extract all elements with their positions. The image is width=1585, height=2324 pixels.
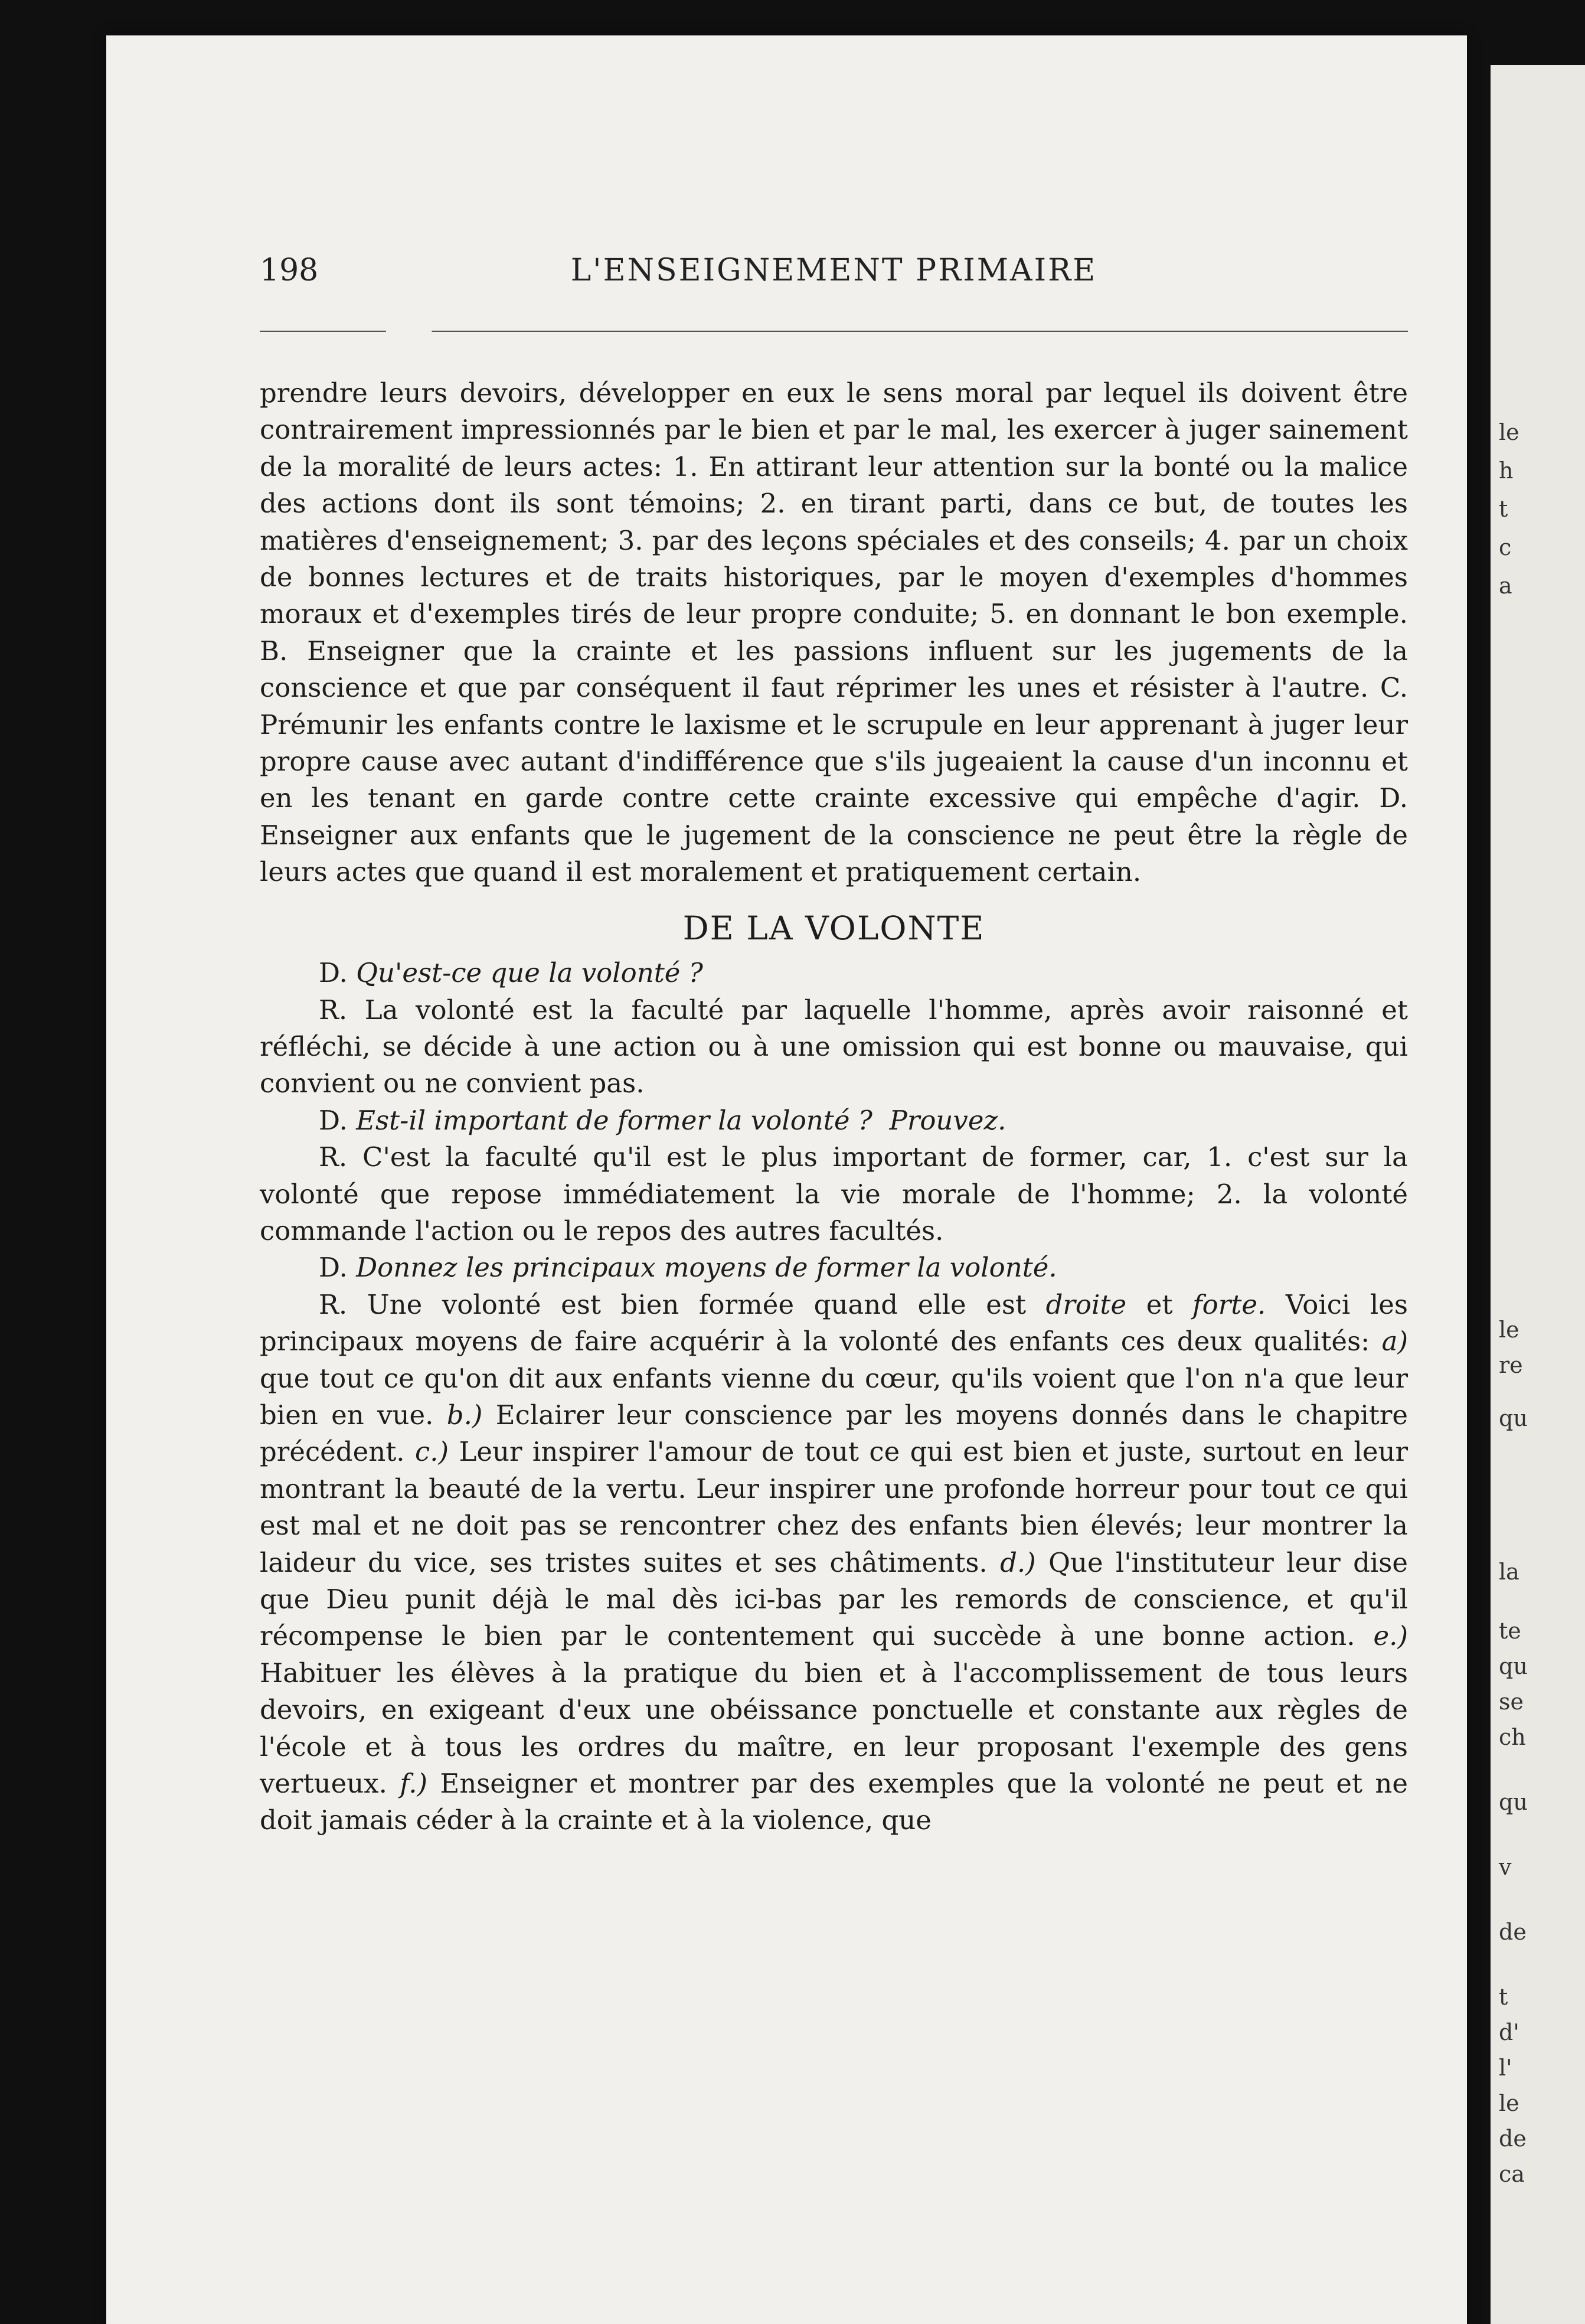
list-marker: c.) <box>415 1436 449 1468</box>
answer-text: Voici les principaux moyens de faire acquérir à la volonté des enfants ces deux qualités: <box>260 1288 1408 1357</box>
adjacent-page-fragment: h <box>1499 458 1514 484</box>
adjacent-page-fragment: a <box>1499 573 1512 599</box>
adjacent-page-fragment: qu <box>1499 1789 1528 1815</box>
page-body <box>260 375 1408 1839</box>
answer-3 <box>260 1287 1408 1839</box>
adjacent-page-fragment: de <box>1499 2126 1527 2152</box>
adjacent-page-fragment: t <box>1499 1984 1508 2010</box>
list-marker: f.) <box>400 1768 428 1800</box>
list-item-text: Que l'instituteur leur dise que Dieu punit déjà le mal dès ici-bas par les remords de conscience, et qu'il récompense le bien par le contentement qui succède à une bonne action. <box>260 1546 1408 1652</box>
adjacent-page-fragment: se <box>1499 1689 1524 1715</box>
adjacent-page-fragment: l' <box>1499 2055 1512 2081</box>
question-1 <box>260 955 1408 991</box>
adjacent-page-fragment: v <box>1499 1854 1512 1880</box>
question-2 <box>260 1102 1408 1139</box>
adjacent-page-fragment: le <box>1499 1317 1519 1343</box>
list-item-text: que tout ce qu'on dit aux enfants vienne du cœur, qu'ils voient que l'on n'a que leur bien en vue. <box>260 1362 1408 1431</box>
list-marker: e.) <box>1373 1620 1408 1652</box>
page-header <box>260 253 1408 300</box>
answer-emphasis: forte. <box>1192 1288 1266 1320</box>
list-marker: d.) <box>1000 1546 1036 1578</box>
answer-text: La volonté est la faculté par laquelle l'homme, après avoir raisonné et réfléchi, se décide à une action ou à une omission qui est bonne ou mauvaise, qui convient ou ne convient pas. <box>260 994 1408 1099</box>
answer-prefix: R. <box>319 1141 348 1173</box>
answer-text: et <box>1146 1288 1173 1320</box>
page-number: 198 <box>260 253 319 288</box>
adjacent-page-fragment: le <box>1499 419 1519 445</box>
list-item-text: Eclairer leur conscience par les moyens donnés dans le chapitre précédent. <box>260 1399 1408 1468</box>
adjacent-page-fragment: c <box>1499 534 1512 560</box>
adjacent-page-fragment: la <box>1499 1559 1519 1585</box>
adjacent-page-fragment: ch <box>1499 1724 1526 1750</box>
answer-2 <box>260 1139 1408 1249</box>
answer-emphasis: droite <box>1045 1288 1127 1320</box>
list-item-text: Leur inspirer l'amour de tout ce qui est bien et juste, surtout en leur montrant la beauté de la vertu. Leur inspirer une profonde horreur pour tout ce qui est mal et ne doit pas se rencontrer chez des enfants bien élevés; leur montrer la laideur du vice, ses tristes suites et ses châtiments. <box>260 1436 1408 1578</box>
question-3 <box>260 1249 1408 1286</box>
question-suffix: Prouvez. <box>889 1104 1006 1136</box>
adjacent-page-fragment: ca <box>1499 2161 1525 2187</box>
list-marker: a) <box>1381 1326 1408 1357</box>
list-marker: b.) <box>446 1399 483 1431</box>
adjacent-page-fragment: d' <box>1499 2019 1519 2045</box>
adjacent-page-fragment: qu <box>1499 1653 1528 1679</box>
list-item-text: Habituer les élèves à la pratique du bien et à l'accomplissement de tous leurs devoirs, en exigeant d'eux une obéissance ponctuelle et constante aux règles de l'école et à tous les ordres du maître, en leur proposant l'exemple des gens vertueux. <box>260 1657 1408 1800</box>
question-prefix: D. <box>319 957 348 989</box>
adjacent-page-edge <box>1491 65 1585 2324</box>
question-prefix: D. <box>319 1252 348 1284</box>
adjacent-page-fragment: t <box>1499 496 1508 522</box>
adjacent-page-fragment: le <box>1499 2090 1519 2116</box>
header-rule <box>260 331 1408 332</box>
question-prefix: D. <box>319 1104 348 1136</box>
adjacent-page-fragment: qu <box>1499 1405 1528 1431</box>
answer-prefix: R. <box>319 1288 348 1320</box>
adjacent-page-fragment: re <box>1499 1352 1523 1378</box>
answer-text: Une volonté est bien formée quand elle est <box>367 1288 1027 1320</box>
list-item-text: Enseigner et montrer par des exemples que la volonté ne peut et ne doit jamais céder à la crainte et à la violence, que <box>260 1768 1408 1836</box>
continuation-paragraph: prendre leurs devoirs, développer en eux le sens moral par lequel ils doivent être contrairement impressionnés par le bien et par le mal, les exercer à juger sainement de la moralité de leurs actes: 1. En attirant leur attention sur la bonté ou la malice des actions dont ils sont témoins; 2. en tirant parti, dans ce but, de toutes les matières d'enseignement; 3. par des leçons spéciales et des conseils; 4. par un choix de bonnes lectures et de traits historiques, par le moyen d'exemples d'hommes moraux et d'exemples tirés de leur propre conduite; 5. en donnant le bon exemple. B. Enseigner que la crainte et les passions influent sur les jugements de la conscience et que par conséquent il faut réprimer les unes et résister à l'autre. C. Prémunir les enfants contre le laxisme et le scrupule en leur apprenant à juger leur propre cause avec autant d'indifférence que s'ils jugeaient la cause d'un inconnu et en les tenant en garde contre cette crainte excessive qui empêche d'agir. D. Enseigner aux enfants que le jugement de la conscience ne peut être la règle de leurs actes que quand il est moralement et pratiquement certain. <box>260 377 1408 888</box>
question-text: Est-il important de former la volonté ? <box>356 1104 872 1136</box>
section-title: DE LA VOLONTE <box>682 909 985 947</box>
question-text: Qu'est-ce que la volonté ? <box>356 957 703 989</box>
answer-text: C'est la faculté qu'il est le plus important de former, car, 1. c'est sur la volonté que repose immédiatement la vie morale de l'homme; 2. la volonté commande l'action ou le repos des autres facultés. <box>260 1141 1408 1246</box>
adjacent-page-fragment: te <box>1499 1618 1521 1644</box>
answer-prefix: R. <box>319 994 348 1026</box>
question-text: Donnez les principaux moyens de former la volonté. <box>356 1252 1057 1284</box>
adjacent-page-fragment: de <box>1499 1919 1527 1945</box>
running-title: L'ENSEIGNEMENT PRIMAIRE <box>570 253 1097 288</box>
answer-1 <box>260 992 1408 1102</box>
